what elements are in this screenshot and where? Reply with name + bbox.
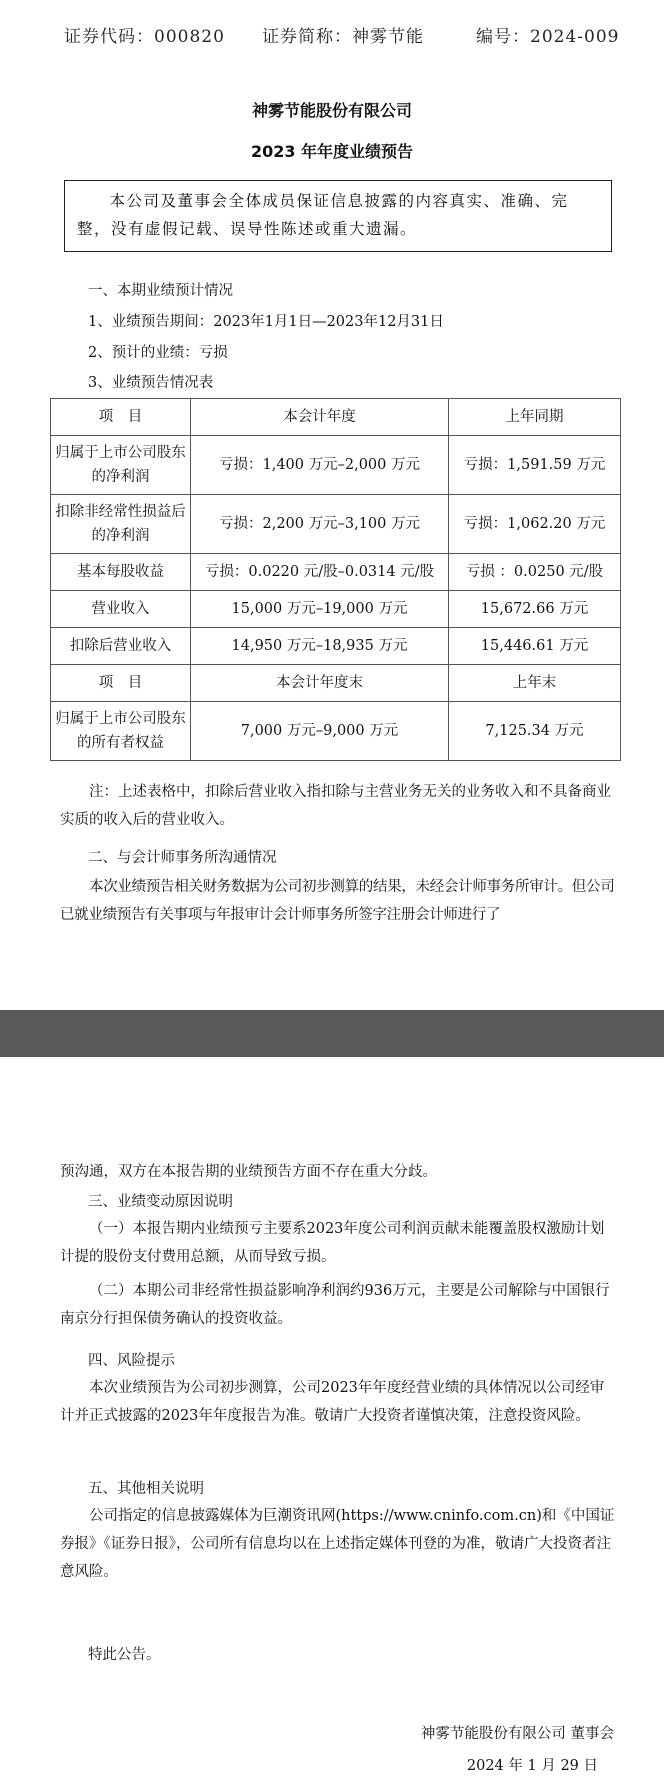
table-header-cell: 上年末 <box>449 665 621 702</box>
table-row <box>51 554 621 591</box>
table-row <box>51 628 621 665</box>
current-year-value: 亏损：0.0220 元/股–0.0314 元/股 <box>191 554 449 591</box>
company-name: 神雾节能股份有限公司 <box>251 101 412 120</box>
prior-year-value: 15,446.61 万元 <box>449 628 621 665</box>
table-header-cell: 项 目 <box>51 399 191 436</box>
table-caption: 3、业绩预告情况表 <box>88 375 214 391</box>
table-header-row <box>51 399 621 436</box>
reason-2: （二）本期公司非经常性损益影响净利润约936万元，主要是公司解除与中国银行南京分行担保债务确认的投资收益。 <box>60 1283 610 1327</box>
closing-statement: 特此公告。 <box>88 1647 161 1663</box>
current-year-value: 亏损：1,400 万元–2,000 万元 <box>191 436 449 495</box>
row-label: 基本每股收益 <box>51 554 191 591</box>
report-title: 2023 年年度业绩预告 <box>250 142 414 161</box>
signature-organization: 神雾节能股份有限公司 董事会 <box>420 1726 614 1742</box>
current-year-value: 15,000 万元–19,000 万元 <box>191 591 449 628</box>
table-row <box>51 702 621 761</box>
row-label: 营业收入 <box>51 591 191 628</box>
section-5-heading: 五、其他相关说明 <box>88 1481 204 1497</box>
prior-year-value: 15,672.66 万元 <box>449 591 621 628</box>
section-2-heading: 二、与会计师事务所沟通情况 <box>88 850 277 866</box>
stock-code: 证券代码：000820 <box>64 27 225 47</box>
section-1-heading: 一、本期业绩预计情况 <box>88 283 233 299</box>
current-year-value: 7,000 万元–9,000 万元 <box>191 702 449 761</box>
section-2-paragraph-continued: 预沟通，双方在本报告期的业绩预告方面不存在重大分歧。 <box>60 1164 437 1180</box>
announcement-number: 编号：2024-009 <box>476 27 620 47</box>
table-header-cell: 本会计年度 <box>191 399 449 436</box>
row-label: 扣除后营业收入 <box>51 628 191 665</box>
page-separator <box>0 1010 664 1059</box>
prior-year-value: 亏损：1,062.20 万元 <box>449 495 621 554</box>
row-label: 归属于上市公司股东的净利润 <box>51 436 191 495</box>
table-header-cell: 上年同期 <box>449 399 621 436</box>
row-label: 扣除非经常性损益后的净利润 <box>51 495 191 554</box>
forecast-period: 1、业绩预告期间：2023年1月1日—2023年12月31日 <box>88 314 444 330</box>
stock-short-name: 证券简称：神雾节能 <box>262 27 424 47</box>
performance-forecast-table <box>50 398 621 761</box>
current-year-value: 14,950 万元–18,935 万元 <box>191 628 449 665</box>
row-label: 归属于上市公司股东的所有者权益 <box>51 702 191 761</box>
table-row <box>51 495 621 554</box>
table-row <box>51 591 621 628</box>
prior-year-value: 亏损：1,591.59 万元 <box>449 436 621 495</box>
table-header-cell: 本会计年度末 <box>191 665 449 702</box>
disclaimer-box: 本公司及董事会全体成员保证信息披露的内容真实、准确、完整，没有虚假记载、误导性陈述或重大遗漏。 <box>64 180 612 252</box>
table-note: 注：上述表格中，扣除后营业收入指扣除与主营业务无关的业务收入和不具备商业实质的收入后的营业收入。 <box>60 784 611 828</box>
table-header-row <box>51 665 621 702</box>
reason-1: （一）本报告期内业绩预亏主要系2023年度公司利润贡献未能覆盖股权激励计划计提的股份支付费用总额，从而导致亏损。 <box>60 1221 605 1265</box>
document-page-2 <box>0 1057 664 1788</box>
section-5-paragraph: 公司指定的信息披露媒体为巨潮资讯网(https://www.cninfo.com.cn)和《中国证券报》《证券日报》，公司所有信息均以在上述指定媒体刊登的为准，敬请广大投资者注意风险。 <box>60 1508 615 1580</box>
table-header-cell: 项 目 <box>51 665 191 702</box>
expected-result: 2、预计的业绩：亏损 <box>88 345 228 361</box>
section-3-heading: 三、业绩变动原因说明 <box>88 1194 233 1210</box>
prior-year-value: 7,125.34 万元 <box>449 702 621 761</box>
section-4-paragraph: 本次业绩预告为公司初步测算，公司2023年年度经营业绩的具体情况以公司经审计并正式披露的2023年年度报告为准。敬请广大投资者谨慎决策，注意投资风险。 <box>60 1380 605 1424</box>
section-4-heading: 四、风险提示 <box>88 1353 175 1369</box>
signature-date: 2024 年 1 月 29 日 <box>466 1758 598 1774</box>
section-2-paragraph: 本次业绩预告相关财务数据为公司初步测算的结果，未经会计师事务所审计。但公司已就业绩预告有关事项与年报审计会计师事务所签字注册会计师进行了 <box>60 879 615 923</box>
current-year-value: 亏损：2,200 万元–3,100 万元 <box>191 495 449 554</box>
prior-year-value: 亏损 ：0.0250 元/股 <box>449 554 621 591</box>
table-row <box>51 436 621 495</box>
